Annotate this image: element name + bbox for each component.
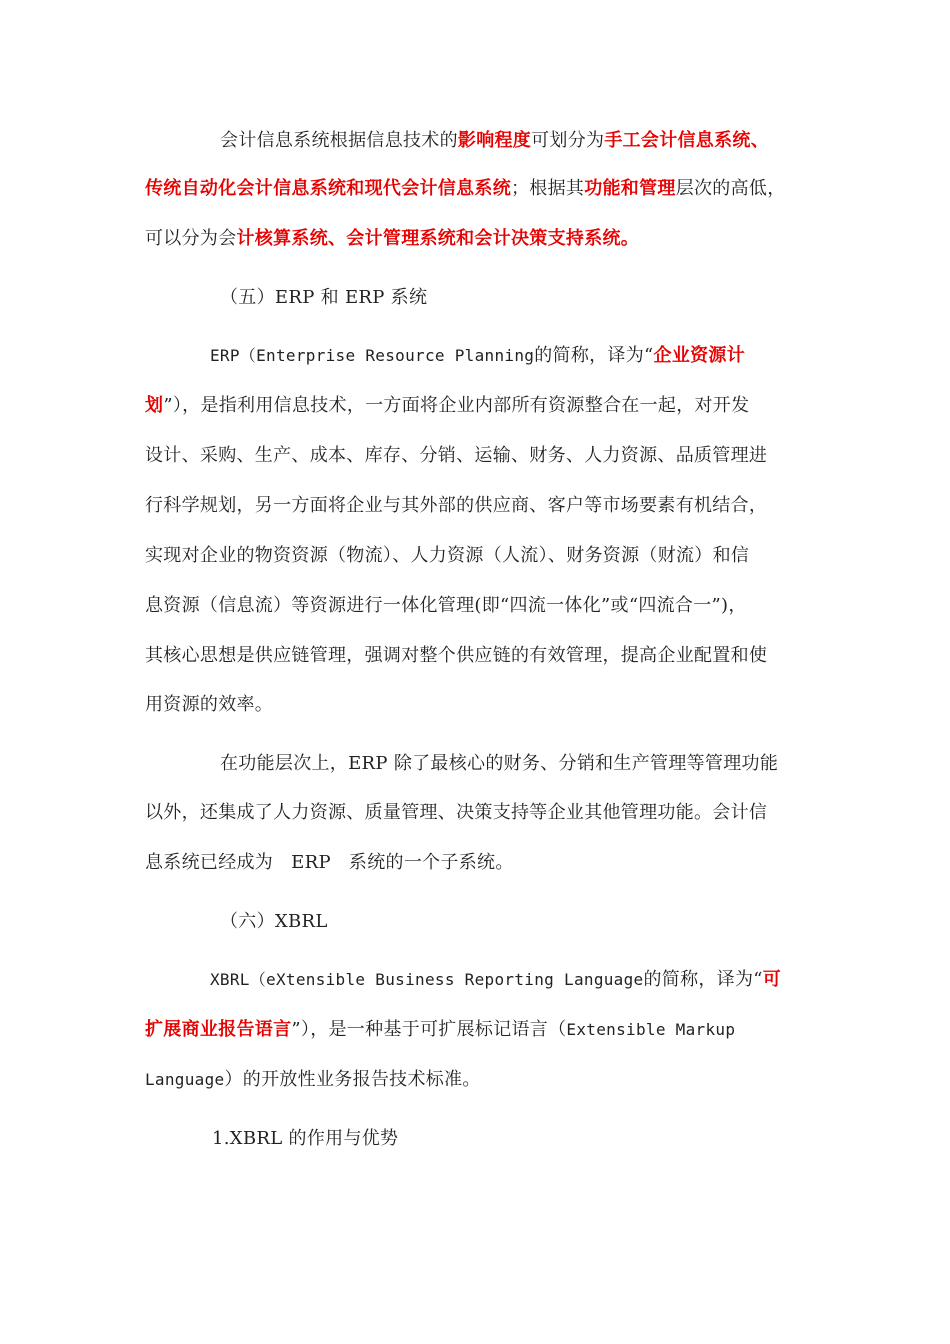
para2-line1 xyxy=(210,343,745,369)
para2-line6: 息资源（信息流）等资源进行一体化管理(即“四流一体化”或“四流合一”)， xyxy=(145,595,747,616)
text-run: ”），是一种基于可扩展标记语言（ xyxy=(291,1019,567,1040)
para2-line3: 设计、采购、生产、成本、库存、分销、运输、财务、人力资源、品质管理进 xyxy=(145,445,768,466)
text-run: 的简称，译为“ xyxy=(534,345,654,366)
section-heading-erp: （五）ERP 和 ERP 系统 xyxy=(220,287,428,308)
text-run: ERP（Enterprise Resource Planning xyxy=(210,346,535,365)
highlight-text: 扩展商业报告语言 xyxy=(145,1019,292,1040)
text-run: XBRL（eXtensible Business Reporting Language xyxy=(210,970,644,989)
para2-line5: 实现对企业的物资资源（物流）、人力资源（人流）、财务资源（财流）和信 xyxy=(145,545,750,566)
text-run: 可划分为 xyxy=(531,130,605,151)
para1-line3 xyxy=(145,226,639,252)
para3-line1: 在功能层次上，ERP 除了最核心的财务、分销和生产管理等管理功能 xyxy=(220,753,779,774)
para3-line2: 以外，还集成了人力资源、质量管理、决策支持等企业其他管理功能。会计信 xyxy=(145,802,768,823)
text-run: 层次的高低， xyxy=(675,178,786,199)
para2-line8: 用资源的效率。 xyxy=(145,694,274,715)
para4-line1 xyxy=(210,967,781,993)
highlight-text: 传统自动化会计信息系统和现代会计信息系统 xyxy=(145,178,511,199)
para4-line2 xyxy=(145,1017,735,1043)
text-run: 的简称，译为“ xyxy=(643,969,763,990)
highlight-text: 可 xyxy=(762,969,782,990)
para4-line3 xyxy=(145,1067,481,1093)
highlight-text: 企业资源计 xyxy=(653,345,746,366)
para2-line2 xyxy=(145,393,749,419)
highlight-text: 功能和管理 xyxy=(584,178,676,199)
subheading-xbrl-role: 1.XBRL 的作用与优势 xyxy=(212,1128,399,1149)
text-run: 会计信息系统根据信息技术的 xyxy=(220,130,458,151)
section-heading-xbrl: （六）XBRL xyxy=(220,911,328,932)
text-run: Extensible Markup xyxy=(566,1020,736,1039)
highlight-text: 手工会计信息系统、 xyxy=(604,130,770,151)
para3-line3: 息系统已经成为 ERP 系统的一个子系统。 xyxy=(145,852,514,873)
text-run: Language xyxy=(145,1070,225,1089)
text-run: ）的开放性业务报告技术标准。 xyxy=(224,1069,481,1090)
para2-line4: 行科学规划，另一方面将企业与其外部的供应商、客户等市场要素有机结合， xyxy=(145,495,768,516)
highlight-text: 计核算系统、会计管理系统和会计决策支持系统。 xyxy=(236,228,640,249)
text-run: ；根据其 xyxy=(511,178,585,199)
highlight-text: 影响程度 xyxy=(457,130,532,151)
text-run: 可以分为会 xyxy=(145,228,237,249)
para1-line1 xyxy=(220,128,769,154)
highlight-text: 划 xyxy=(145,395,164,416)
para1-line2 xyxy=(145,176,786,202)
text-run: ”），是指利用信息技术，一方面将企业内部所有资源整合在一起，对开发 xyxy=(163,395,750,416)
para2-line7: 其核心思想是供应链管理，强调对整个供应链的有效管理，提高企业配置和使 xyxy=(145,645,768,666)
